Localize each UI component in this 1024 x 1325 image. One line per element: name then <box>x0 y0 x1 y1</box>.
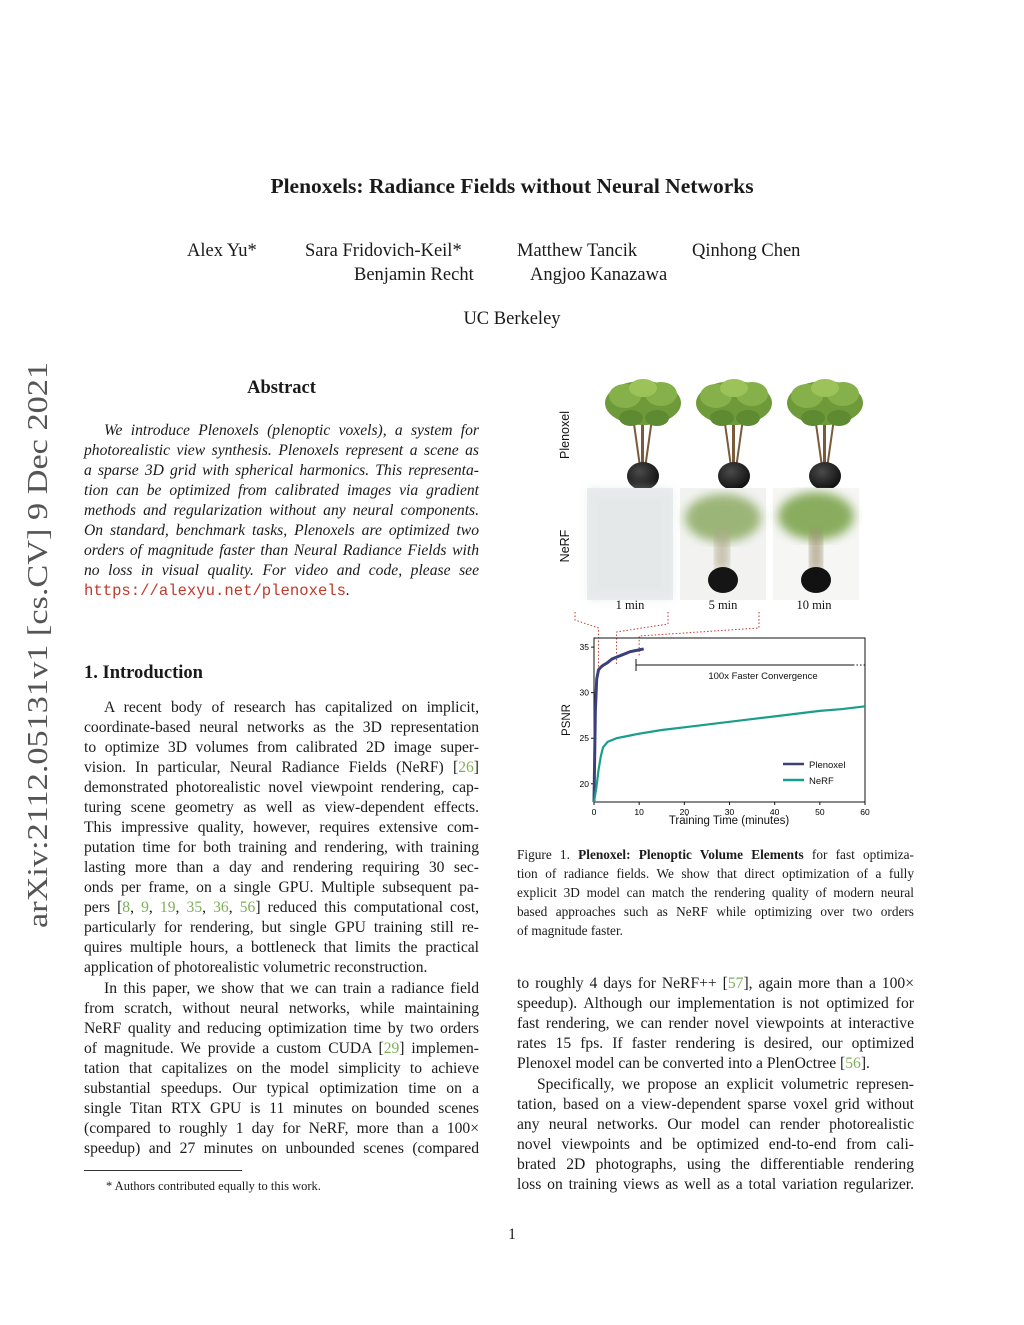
citation-link[interactable]: 57 <box>727 975 744 992</box>
abstract-line: methods and regularization without any neural components. <box>84 502 479 519</box>
body-line: loss on training views as well as a total variation regularizer. <box>517 1176 914 1193</box>
abstract-line: a sparse 3D grid with spherical harmonics. This representa- <box>84 462 479 479</box>
body-line: lasting more than a day and rendering requiring 30 sec- <box>84 859 479 876</box>
abstract-line: no loss in visual quality. For video and code, please see <box>84 562 479 579</box>
body-line: from scratch, without neural networks, while maintaining <box>84 1000 479 1017</box>
body-line: single Titan RTX GPU is 11 minutes on bounded scenes <box>84 1100 479 1117</box>
abstract-body <box>84 421 479 601</box>
caption-line: explicit 3D model can match the rendering quality of modern neural <box>517 885 914 900</box>
author-name: Sara Fridovich-Keil* <box>305 241 462 261</box>
author-name: Matthew Tancik <box>517 241 638 261</box>
legend-label-nerf: NeRF <box>809 776 834 787</box>
body-line: vision. In particular, Neural Radiance Fields (NeRF) [26] <box>84 759 479 776</box>
author-name: Angjoo Kanazawa <box>530 265 668 285</box>
paper-title: Plenoxels: Radiance Fields without Neural Networks <box>270 174 754 198</box>
body-line: coordinate-based neural networks as the 3D representation <box>84 719 479 736</box>
body-line: pers [8, 9, 19, 35, 36, 56] reduced this computational cost, <box>84 899 480 916</box>
x-tick-label: 20 <box>679 807 690 817</box>
body-line: In this paper, we show that we can train a radiance field <box>104 980 479 997</box>
x-tick-label: 50 <box>815 807 825 817</box>
nerf-render-1min <box>587 488 673 600</box>
citation-link[interactable]: 26 <box>458 759 474 776</box>
arxiv-identifier: arXiv:2112.05131v1 [cs.CV] 9 Dec 2021 <box>23 465 54 928</box>
time-label: 5 min <box>708 598 738 612</box>
figure-caption <box>517 845 914 940</box>
psnr-chart <box>555 612 885 832</box>
citation-link[interactable]: 56 <box>845 1055 861 1072</box>
row-label-plenoxel: Plenoxel <box>558 411 572 459</box>
convergence-annotation: 100x Faster Convergence <box>708 671 818 682</box>
caption-line: tion of radiance fields. We show that direct optimization of a fully <box>517 866 914 881</box>
caption-line: Figure 1. Plenoxel: Plenoptic Volume Elements for fast optimiza- <box>517 847 914 862</box>
row-label-nerf: NeRF <box>558 529 572 563</box>
series-line-plenoxel <box>594 649 644 802</box>
time-callout-line <box>617 612 668 665</box>
right-paragraph-1 <box>517 974 914 1074</box>
abstract-line: https://alexyu.net/plenoxels. <box>84 582 350 600</box>
body-line: speedup). Although our implementation is not optimized for <box>517 995 914 1012</box>
citation-link[interactable]: 8 <box>122 899 131 916</box>
x-tick-label: 40 <box>769 807 780 817</box>
arxiv-stamp <box>20 361 56 929</box>
body-line: substantial speedups. Our typical optimization time on a <box>84 1080 479 1097</box>
y-tick-label: 30 <box>579 687 589 698</box>
body-line: This impressive quality, however, requires extensive com- <box>84 819 479 836</box>
body-line: fast rendering, we can render novel viewpoints at interactive <box>517 1015 914 1032</box>
citation-link[interactable]: 35 <box>186 899 203 916</box>
nerf-render-5min <box>680 488 766 600</box>
author-name: Benjamin Recht <box>354 265 474 285</box>
body-line: Specifically, we propose an explicit volumetric represen- <box>537 1076 914 1093</box>
body-line: speedup) and 27 minutes on unbounded scenes (compared <box>84 1140 479 1157</box>
series-line-nerf <box>594 706 865 802</box>
body-line: brated 2D photographs, using the differentiable rendering <box>517 1156 914 1173</box>
plant-render-plenoxel <box>787 379 863 490</box>
footnote: * Authors contributed equally to this work. <box>106 1179 321 1193</box>
caption-title: Plenoxel: Plenoptic Volume Elements <box>578 847 804 862</box>
x-tick-label: 10 <box>634 807 644 817</box>
body-line: to optimize 3D volumes from calibrated 2D image super- <box>84 739 479 756</box>
x-tick-label: 60 <box>860 807 870 817</box>
caption-line: based approaches such as NeRF while optimizing over two orders <box>517 904 914 919</box>
y-tick-label: 20 <box>579 778 589 789</box>
x-tick-label: 30 <box>724 807 735 817</box>
project-url-link[interactable]: https://alexyu.net/plenoxels <box>84 582 347 600</box>
body-line: Plenoxel model can be converted into a PlenOctree [56]. <box>517 1055 870 1072</box>
body-line: to roughly 4 days for NeRF++ [57], again more than a 100× <box>517 975 914 992</box>
page-number: 1 <box>508 1226 516 1243</box>
nerf-render-10min <box>773 488 859 600</box>
body-line: A recent body of research has capitalized on implicit, <box>104 699 479 716</box>
x-tick-label: 0 <box>591 807 597 817</box>
citation-link[interactable]: 19 <box>159 899 176 916</box>
plant-render-plenoxel <box>696 379 772 490</box>
abstract-line: tion can be optimized from calibrated images via gradient <box>84 482 479 499</box>
abstract-line: photorealistic view synthesis. Plenoxels represent a scene as <box>84 442 479 459</box>
abstract-line: orders of magnitude faster than Neural Radiance Fields with <box>84 542 479 559</box>
author-name: Alex Yu* <box>187 241 257 261</box>
body-line: NeRF quality and reducing optimization time by two orders <box>84 1020 479 1037</box>
citation-link[interactable]: 36 <box>213 899 229 916</box>
body-line: putation time for both training and rendering, with training <box>84 839 479 856</box>
time-label: 10 min <box>796 598 832 612</box>
body-line: rates 15 fps. If faster rendering is desired, our optimized <box>517 1035 914 1052</box>
figure-1-images <box>555 370 875 620</box>
body-line: turing scene geometry as well as view-dependent effects. <box>84 799 479 816</box>
citation-link[interactable]: 56 <box>239 899 256 916</box>
citation-link[interactable]: 9 <box>141 899 149 916</box>
right-paragraph-2 <box>517 1075 914 1195</box>
intro-paragraph-1 <box>84 698 479 978</box>
body-line: novel viewpoints and be optimized end-to-end from cali- <box>517 1136 914 1153</box>
body-line: of magnitude. We provide a custom CUDA [29] implemen- <box>84 1040 479 1057</box>
abstract-line: On standard, benchmark tasks, Plenoxels are optimized two <box>84 522 479 539</box>
x-axis-label: Training Time (minutes) <box>668 815 790 827</box>
chart-legend <box>783 760 845 787</box>
legend-label-plenoxel: Plenoxel <box>809 760 846 771</box>
intro-paragraph-2 <box>84 979 479 1159</box>
body-line: demonstrated photorealistic novel viewpoint rendering, cap- <box>84 779 479 796</box>
abstract-heading: Abstract <box>247 378 316 398</box>
y-tick-label: 35 <box>579 642 589 653</box>
body-line: onds per frame, on a single GPU. Multiple subsequent pa- <box>84 879 479 896</box>
body-line: quires multiple hours, a bottleneck that limits the practical <box>84 939 479 956</box>
affiliation: UC Berkeley <box>463 309 561 329</box>
time-callout-line <box>639 612 759 656</box>
body-line: application of photorealistic volumetric reconstruction. <box>84 959 428 976</box>
author-name: Qinhong Chen <box>692 241 801 261</box>
plant-render-plenoxel <box>605 379 681 490</box>
body-line: any neural networks. Our model can render photorealistic <box>517 1116 914 1133</box>
footnote-rule <box>84 1170 242 1171</box>
time-label: 1 min <box>615 598 645 612</box>
body-line: (compared to roughly 1 day for NeRF, more than a 100× <box>84 1120 479 1137</box>
body-line: tation that capitalizes on the model simplicity to achieve <box>84 1060 479 1077</box>
citation-link[interactable]: 29 <box>383 1040 400 1057</box>
abstract-line: We introduce Plenoxels (plenoptic voxels), a system for <box>104 422 479 439</box>
section-heading: 1. Introduction <box>84 663 203 683</box>
y-tick-label: 25 <box>579 733 589 744</box>
body-line: tation, based on a view-dependent sparse voxel grid without <box>517 1096 914 1113</box>
caption-line: of magnitude faster. <box>517 923 623 938</box>
body-line: particularly for rendering, but single GPU training still re- <box>84 919 479 936</box>
y-axis-label: PSNR <box>561 704 573 736</box>
